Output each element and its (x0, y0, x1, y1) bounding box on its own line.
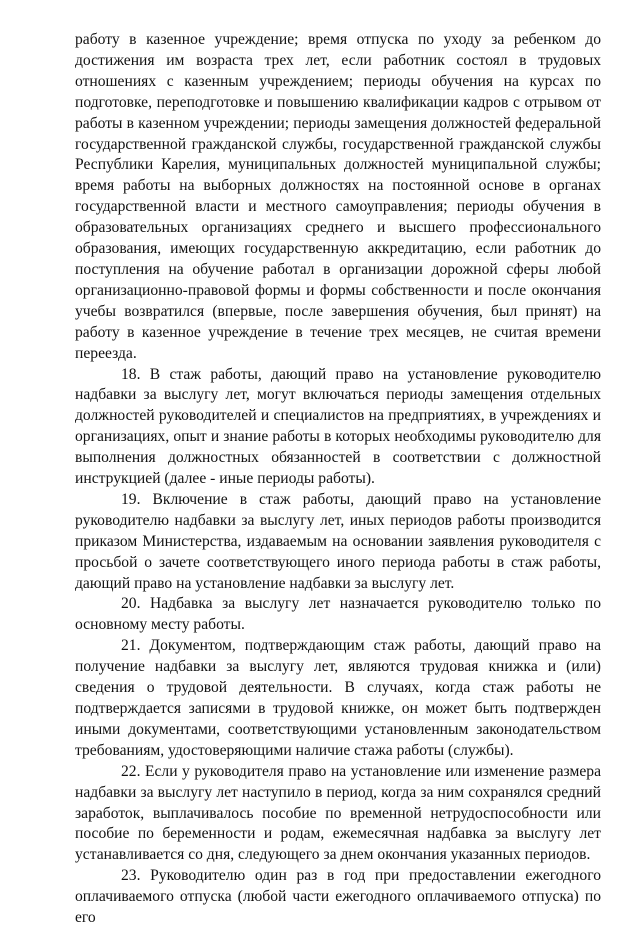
paragraph-23: 23. Руководителю один раз в год при предоставлении ежегодного оплачиваемого отпуска (любой части ежегодного оплачиваемого отпуска) по его (75, 867, 601, 927)
paragraph-20: 20. Надбавка за выслугу лет назначается руководителю только по основному месту работы. (75, 595, 601, 634)
paragraph-continuation: работу в казенное учреждение; время отпуска по уходу за ребенком до достижения им возраста трех лет, если работник состоял в трудовых отношениях с казенным учреждением; периоды обучения на курсах по подготовке, переподготовке и повышению квалификации кадров с отрывом от работы в казенном учреждении; периоды замещения должностей федеральной государственной гражданской службы, государственной гражданской службы Республики Карелия, муниципальных должностей муниципальной службы; время работы на выборных должностях на постоянной основе в органах государственной власти и местного самоуправления; периоды обучения в образовательных организациях среднего и высшего профессионального образования, имеющих государственную аккредитацию, если работник до поступления на обучение работал в организации дорожной сферы любой организационно-правовой формы и формы собственности и после окончания учебы возвратился (впервые, после завершения обучения, был принят) на работу в казенное учреждение в течение трех месяцев, не считая времени переезда. (75, 31, 601, 362)
document-page (75, 30, 601, 929)
paragraph-22: 22. Если у руководителя право на установление или изменение размера надбавки за выслугу лет наступило в период, когда за ним сохранялся средний заработок, выплачивалось пособие по временной нетрудоспособности или пособие по беременности и родам, ежемесячная надбавка за выслугу лет устанавливается со дня, следующего за днем окончания указанных периодов. (75, 762, 601, 864)
paragraph-21: 21. Документом, подтверждающим стаж работы, дающий право на получение надбавки за выслугу лет, являются трудовая книжка и (или) сведения о трудовой деятельности. В случаях, когда стаж работы не подтверждается записями в трудовой книжке, он может быть подтвержден иными документами, соответствующими установленным законодательством требованиям, удостоверяющими наличие стажа работы (службы). (75, 637, 601, 759)
paragraph-18: 18. В стаж работы, дающий право на установление руководителю надбавки за выслугу лет, могут включаться периоды замещения отдельных должностей руководителей и специалистов на предприятиях, в учреждениях и организациях, опыт и знание работы в которых необходимы руководителю для выполнения должностных обязанностей в соответствии с должностной инструкцией (далее - иные периоды работы). (75, 365, 601, 488)
paragraph-19: 19. Включение в стаж работы, дающий право на установление руководителю надбавки за выслугу лет, иных периодов работы производится приказом Министерства, издаваемым на основании заявления руководителя с просьбой о зачете соответствующего иного периода работы в стаж работы, дающий право на установление надбавки за выслугу лет. (75, 490, 601, 592)
